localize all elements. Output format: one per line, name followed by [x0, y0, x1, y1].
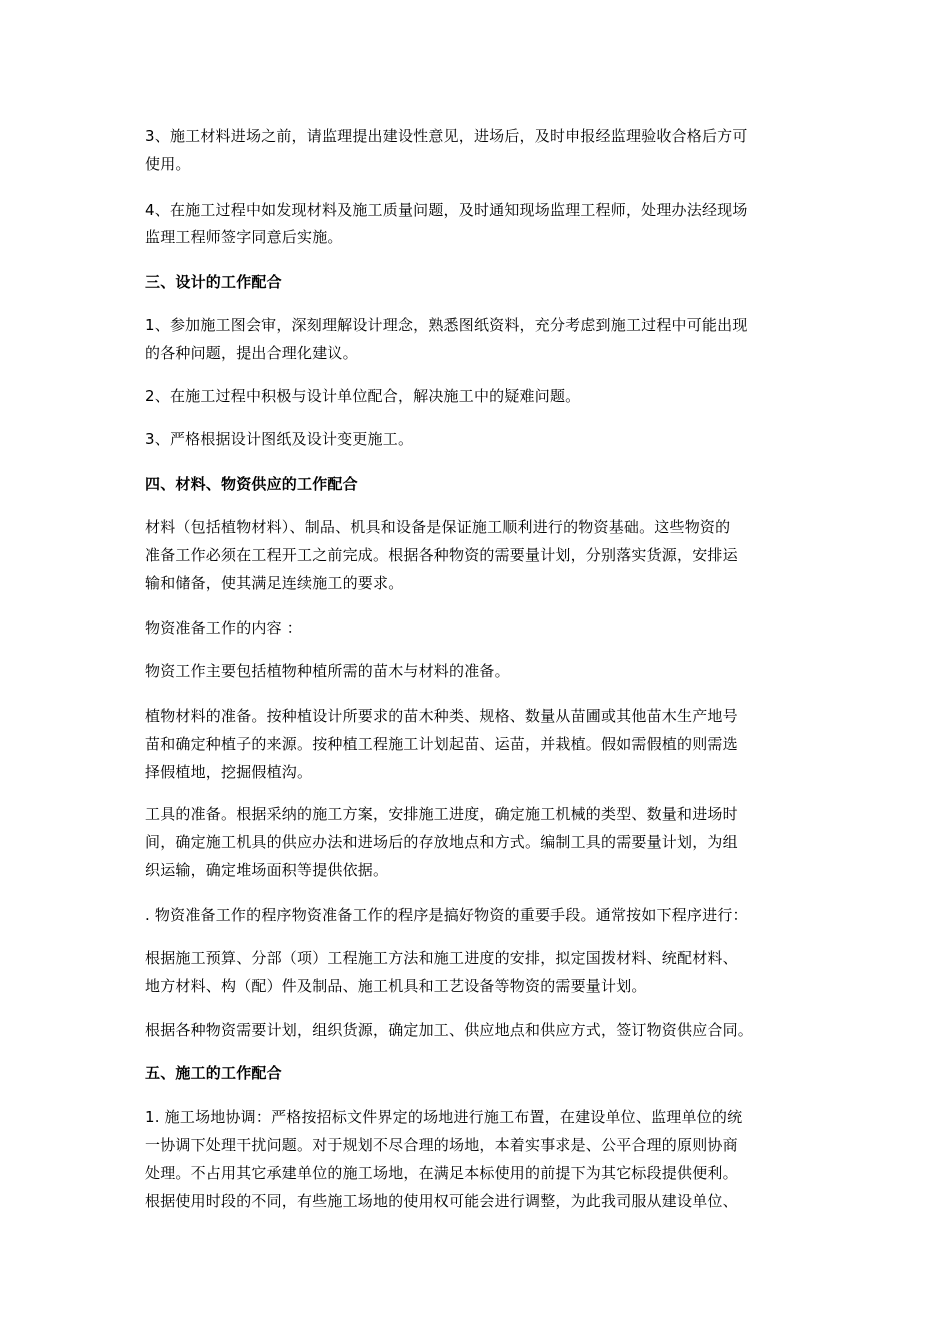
paragraph-line: 择假植地，挖掘假植沟。 — [145, 763, 313, 781]
paragraph-line: . 物资准备工作的程序物资准备工作的程序是搞好物资的重要手段。通常按如下程序进行： — [145, 906, 748, 924]
paragraph-line: 监理工程师签字同意后实施。 — [145, 228, 343, 246]
section-heading: 五、施工的工作配合 — [145, 1064, 282, 1082]
paragraph-line: 3、施工材料进场之前，请监理提出建设性意见，进场后，及时申报经监理验收合格后方可 — [145, 127, 748, 145]
paragraph-line: 地方材料、构（配）件及制品、施工机具和工艺设备等物资的需要量计划。 — [145, 977, 647, 995]
paragraph-line: 输和储备，使其满足连续施工的要求。 — [145, 574, 404, 592]
paragraph-line: 的各种问题，提出合理化建议。 — [145, 344, 358, 362]
paragraph-line: 间，确定施工机具的供应办法和进场后的存放地点和方式。编制工具的需要量计划，为组 — [145, 833, 738, 851]
paragraph-line: 根据施工预算、分部（项）工程施工方法和施工进度的安排，拟定国拨材料、统配材料、 — [145, 949, 738, 967]
paragraph-line: 苗和确定种植子的来源。按种植工程施工计划起苗、运苗，并栽植。假如需假植的则需选 — [145, 735, 738, 753]
paragraph-line: 4、在施工过程中如发现材料及施工质量问题，及时通知现场监理工程师，处理办法经现场 — [145, 201, 748, 219]
paragraph-line: 织运输，确定堆场面积等提供依据。 — [145, 861, 389, 879]
paragraph-line: 2、在施工过程中积极与设计单位配合，解决施工中的疑难问题。 — [145, 387, 581, 405]
paragraph-line: 工具的准备。根据采纳的施工方案，安排施工进度，确定施工机械的类型、数量和进场时 — [145, 805, 738, 823]
paragraph-line: 物资工作主要包括植物种植所需的苗木与材料的准备。 — [145, 662, 510, 680]
paragraph-line: 准备工作必须在工程开工之前完成。根据各种物资的需要量计划，分别落实货源，安排运 — [145, 546, 738, 564]
paragraph-line: 1、参加施工图会审，深刻理解设计理念，熟悉图纸资料，充分考虑到施工过程中可能出现 — [145, 316, 748, 334]
paragraph-line: 使用。 — [145, 155, 191, 173]
section-heading: 三、设计的工作配合 — [145, 273, 282, 291]
paragraph-line: 根据各种物资需要计划，组织货源，确定加工、供应地点和供应方式，签订物资供应合同。 — [145, 1021, 754, 1039]
paragraph-line: 物资准备工作的内容 ： — [145, 619, 302, 637]
paragraph-line: 3、严格根据设计图纸及设计变更施工。 — [145, 430, 414, 448]
paragraph-line: 处理。不占用其它承建单位的施工场地，在满足本标使用的前提下为其它标段提供便利。 — [145, 1164, 738, 1182]
paragraph-line: 材料（包括植物材料）、制品、机具和设备是保证施工顺利进行的物资基础。这些物资的 — [145, 518, 731, 536]
paragraph-line: 根据使用时段的不同，有些施工场地的使用权可能会进行调整，为此我司服从建设单位、 — [145, 1192, 738, 1210]
paragraph-line: 一协调下处理干扰问题。对于规划不尽合理的场地，本着实事求是、公平合理的原则协商 — [145, 1136, 738, 1154]
paragraph-line: 1. 施工场地协调：严格按招标文件界定的场地进行施工布置，在建设单位、监理单位的统 — [145, 1108, 743, 1126]
paragraph-line: 植物材料的准备。按种植设计所要求的苗木种类、规格、数量从苗圃或其他苗木生产地号 — [145, 707, 738, 725]
section-heading: 四、材料、物资供应的工作配合 — [145, 475, 358, 493]
